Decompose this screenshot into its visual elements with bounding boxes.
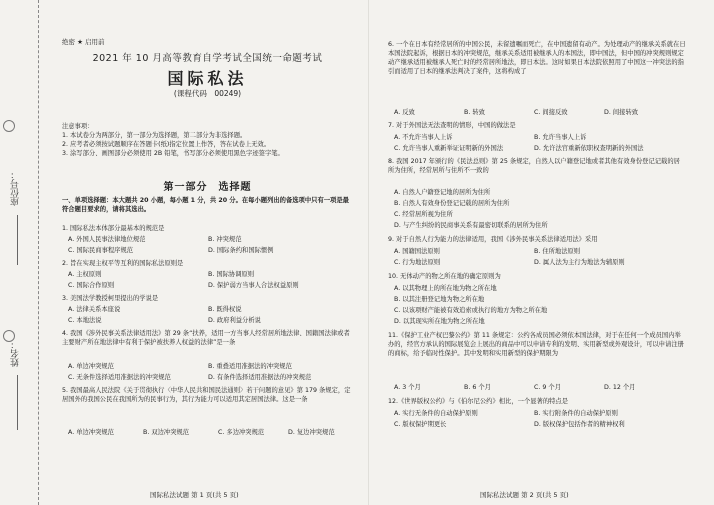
option: D. 保护弱方当事人合法权益原则: [208, 282, 299, 289]
question-12: 12.《世界版权公约》与《伯尔尼公约》相比，一个显著的特点是: [388, 398, 569, 405]
question-6: 6. 一个在日本有经常居所的中国公民，未留遗嘱而死亡，在中国遗留有动产。为处理动产的继承关系就在日本国法院起诉，根据日本的冲突规范，继承关系适用被继承人的本国法，即中国法，但中国的冲突规则规定动产继承适用被继承人死亡时的经常居所地法，即日本法。这时如果日本法院依照用了中国这一冲突法的指引而适用了日本的继承法判决了案件，这将构成了: [388, 41, 686, 76]
part-heading: 第一部分 选择题: [163, 182, 252, 193]
question-8: 8. 我国 2017 年颁行的《民法总则》第 25 条规定，自然人以户籍登记地或者其他有效身份登记记载的居所为住所，经常居所与住所不一致的: [388, 158, 680, 175]
option: D. 与产生纠纷的民商事关系有最密切联系的居所为住所: [394, 222, 548, 229]
question-9: 9. 对于自然人行为能力的法律适用，我国《涉外民事关系法律适用法》采用: [388, 236, 598, 243]
option: B. 既得权说: [208, 306, 242, 313]
option: D. 12 个月: [604, 384, 636, 391]
option: B. 重叠适用准据法的冲突规范: [208, 363, 292, 370]
option: D. 版权保护包括作者的精神权利: [534, 421, 625, 428]
binding-hole: [3, 120, 15, 132]
option: B. 冲突规范: [208, 236, 242, 243]
option: D. 复边冲突规范: [288, 429, 335, 436]
option: C. 9 个月: [534, 384, 562, 391]
option: A. 法律关系本座说: [68, 306, 121, 313]
option: C. 版权保护期更长: [394, 421, 447, 428]
option: D. 以其现实所在地为物之所在地: [394, 318, 485, 325]
option: B. 住所地法原则: [534, 248, 581, 255]
confidential-mark: 绝密 ★ 启用前: [62, 38, 105, 46]
option: B. 双边冲突规范: [143, 429, 190, 436]
instruction-item: 3. 涂写部分、画图部分必须使用 2B 铅笔，书写部分必须使用黑色字迹签字笔。: [62, 150, 284, 158]
option: C. 国际民商事程序规范: [68, 247, 134, 254]
option: D. 允许法官重新依职权查明新的外国法: [534, 145, 644, 152]
question-3: 3. 美国法学教授柯里提出的学说是: [62, 295, 159, 302]
question-4: 4. 我国《涉外民事关系法律适用法》第 29 条“扶养，适用一方当事人经常居所地法律、国籍国法律或者主要财产所在地法律中有利于保护被扶养人权益的法律”是一条: [62, 330, 350, 347]
option: A. 国籍国法原则: [394, 248, 440, 255]
option: B. 以其注册登记地为物之所在地: [394, 296, 485, 303]
option: D. 间接转致: [604, 109, 639, 116]
option: C. 本地法说: [68, 317, 102, 324]
page-footer: 国际私法试题 第 2 页(共 5 页): [480, 491, 569, 499]
question-10: 10. 无体动产的物之所在地的确定原则为: [388, 273, 501, 280]
subject-title: 国际私法: [167, 69, 248, 88]
option: C. 多边冲突规范: [218, 429, 265, 436]
name-line: [17, 375, 18, 430]
option: C. 行为地法原则: [394, 259, 441, 266]
option: C. 无条件选择适用准据法的冲突规范: [68, 374, 171, 381]
option: A. 外国人民事法律地位规范: [68, 236, 146, 243]
option: B. 国际协调原则: [208, 271, 255, 278]
option: D. 国际条约和国际惯例: [208, 247, 274, 254]
option: B. 6 个月: [464, 384, 491, 391]
option: C. 国际合作原则: [68, 282, 115, 289]
page-footer: 国际私法试题 第 1 页(共 5 页): [150, 491, 239, 499]
name-label: 姓名：: [11, 340, 21, 367]
option: A. 单边冲突规范: [68, 429, 114, 436]
section-heading: 一、单项选择题：本大题共 20 小题，每小题 1 分，共 20 分。在每小题列出的备选项中只有一项是最符合题目要求的，请将其选出。: [62, 197, 349, 214]
seat-number-label: 座位号：: [11, 170, 21, 206]
instructions: [62, 122, 352, 159]
question-11: 11.《保护工业产权巴黎公约》第 11 条规定：公约各成员国必须依本国法律，对于在任何一个成员国内举办的，经官方承认的国际展览会上展出的商品中可以申请专利的发明、实用新型或外观设计，可以申请注册的商标，给予临时性保护。其中发明和实用新型的保护期限为: [388, 332, 684, 358]
instructions-title: 注意事项：: [62, 123, 94, 130]
question-7: 7. 对于外国法无法查明的情形，中国的做法是: [388, 122, 516, 129]
option: D. 政府利益分析说: [208, 317, 261, 324]
question-5: 5. 我国最高人民法院《关于贯彻执行〈中华人民共和国民法通则〉若干问题的意见》第 179 条规定，定居国外的我国公民在我国所为的民事行为，其行为能力可以适用其定居国法律。这是一条: [62, 387, 351, 404]
option: B. 允许当事人上诉: [534, 134, 587, 141]
instruction-item: 1. 本试卷分为两部分，第一部分为选择题，第二部分为非选择题。: [62, 132, 247, 140]
option: C. 间接反致: [534, 109, 568, 116]
question-text: 1. 国际私法本体部分最基本的规范是: [62, 225, 165, 232]
course-code: (课程代码 00249): [173, 89, 242, 98]
option: A. 以其物理上的所在地为物之所在地: [394, 285, 497, 292]
seat-number-line: [17, 215, 18, 265]
exam-title: 2021 年 10 月高等教育自学考试全国统一命题考试: [92, 53, 323, 64]
option: C. 经常居所视为住所: [394, 211, 453, 218]
page-fold: [368, 0, 369, 505]
question-1: [62, 224, 354, 233]
option: A. 不允许当事人上诉: [394, 134, 453, 141]
option: D. 有条件选择适用准据法的冲突规范: [208, 374, 312, 381]
option: A. 单边冲突规范: [68, 363, 114, 370]
option: D. 属人法为主行为地法为辅原则: [534, 259, 625, 266]
option: B. 自然人有效身份登记记载的居所为住所: [394, 200, 510, 207]
option: A. 主权原则: [68, 271, 102, 278]
question-2: 2. 旨在实现主权平等互利的国际私法原则是: [62, 260, 184, 267]
instruction-item: 2. 应考者必须按试题顺序在答题卡(纸)指定位置上作答，答在试卷上无效。: [62, 141, 271, 149]
binding-margin: [0, 0, 39, 505]
option: B. 转致: [464, 109, 485, 116]
option: A. 实行无条件的自动保护原则: [394, 410, 478, 417]
option: A. 反致: [394, 109, 415, 116]
option: C. 允许当事人重新举证证明新的外国法: [394, 145, 504, 152]
option: A. 3 个月: [394, 384, 421, 391]
option: B. 实行附条件的自动保护原则: [534, 410, 618, 417]
option: C. 以该项财产能被有效追索或执行的地方为物之所在地: [394, 307, 548, 314]
option: A. 自然人户籍登记地的居所为住所: [394, 189, 491, 196]
